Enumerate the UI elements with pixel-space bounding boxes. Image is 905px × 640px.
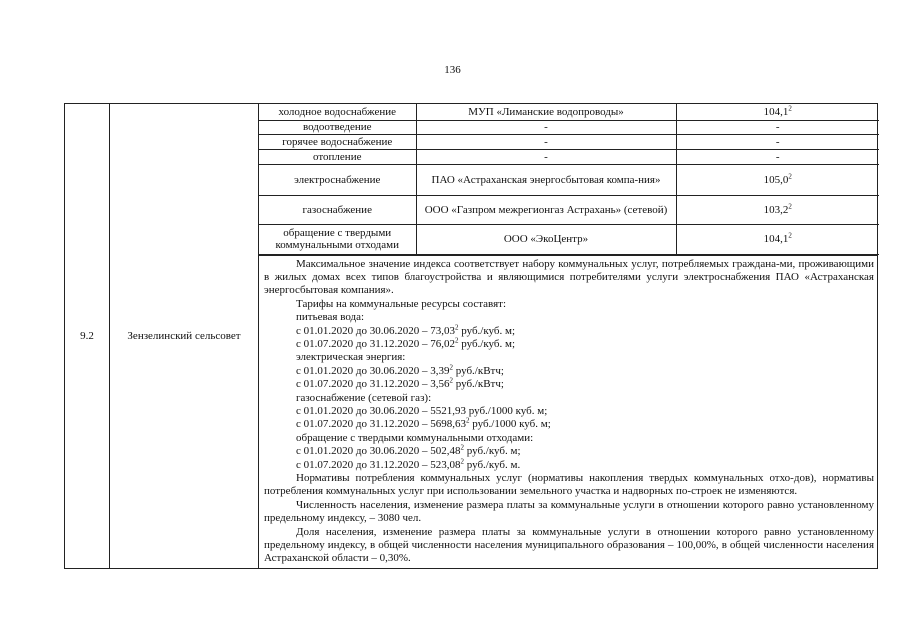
water-tariff-2: с 01.07.2020 до 31.12.2020 – 76,02$^2$ руб./куб. м; — [296, 336, 516, 350]
service-name: электроснабжение — [259, 164, 416, 195]
paragraph-max-index: Максимальное значение индекса соответствует набору коммунальных услуг, потребляемых граждана-ми, проживающими в жилых домах всех типов благоустройства и являющимися потребителями услуги электроснабжения ПАО «Астраханская энергосбытовая компания». — [264, 257, 874, 297]
gas-tariff-1: с 01.01.2020 до 30.06.2020 – 5521,93 руб./1000 куб. м; — [296, 404, 548, 417]
service-provider: - — [416, 149, 676, 164]
paragraph-tariffs: Тарифы на коммунальные ресурсы составят: — [296, 297, 507, 310]
service-row — [259, 224, 879, 254]
gas-tariff-2: с 01.07.2020 до 31.12.2020 – 5698,63$^2$ руб./1000 куб. м; — [296, 416, 551, 431]
service-row — [259, 104, 879, 120]
service-index: - — [676, 149, 879, 164]
service-name: газоснабжение — [259, 195, 416, 224]
service-provider: - — [416, 120, 676, 134]
services-cell — [259, 104, 878, 256]
service-name: обращение с твердыми коммунальными отходами — [259, 224, 416, 254]
gas-label: газоснабжение (сетевой газ): — [296, 391, 432, 404]
electricity-tariff-1: с 01.01.2020 до 30.06.2020 – 3,39$^2$ руб./кВтч; — [296, 363, 504, 377]
settlement-name: Зензелинский сельсовет — [110, 104, 259, 569]
service-index: 104,1$^2$ — [676, 224, 879, 254]
service-provider: МУП «Лиманские водопроводы» — [416, 104, 676, 120]
service-provider: ООО «ЭкоЦентр» — [416, 224, 676, 254]
water-tariff-1: с 01.01.2020 до 30.06.2020 – 73,03$^2$ руб./куб. м; — [296, 322, 516, 337]
electricity-label: электрическая энергия: — [296, 351, 406, 364]
water-label: питьевая вода: — [296, 311, 365, 324]
service-index: 103,2$^2$ — [676, 195, 879, 224]
service-provider: ООО «Газпром межрегионгаз Астрахань» (сетевой) — [416, 195, 676, 224]
description-cell — [259, 255, 878, 568]
service-provider: - — [416, 134, 676, 149]
service-provider: ПАО «Астраханская энергосбытовая компа-ния» — [416, 164, 676, 195]
service-row — [259, 134, 879, 149]
row-number: 9.2 — [65, 104, 110, 569]
service-name: отопление — [259, 149, 416, 164]
paragraph-population: Численность населения, изменение размера платы за коммунальные услуги в отношении которого равно установленному предельному индексу, – 3080 чел. — [264, 498, 874, 525]
service-index: 105,0$^2$ — [676, 164, 879, 195]
paragraph-population-share: Доля населения, изменение размера платы за коммунальные услуги в отношении которого равно установленному предельному индексу, в общей численности населения муниципального образования – 100,00%, в общей численности населения Астраханской области – 0,30%. — [264, 525, 874, 565]
service-index: - — [676, 120, 879, 134]
waste-tariff-2: с 01.07.2020 до 31.12.2020 – 523,08$^2$ руб./куб. м. — [296, 456, 521, 471]
service-row — [259, 149, 879, 164]
tariff-table — [64, 103, 878, 569]
service-index: 104,1$^2$ — [676, 104, 879, 120]
service-index: - — [676, 134, 879, 149]
services-table — [259, 104, 879, 255]
paragraph-norms: Нормативы потребления коммунальных услуг (нормативы накопления твердых коммунальных отхо-дов), нормативы потребления коммунальных услуг при использовании земельного участка и надворных по-строек не изменяются. — [264, 472, 874, 498]
service-row — [259, 195, 879, 224]
service-name: водоотведение — [259, 120, 416, 134]
service-name: холодное водоснабжение — [259, 104, 416, 120]
service-name: горячее водоснабжение — [259, 134, 416, 149]
waste-label: обращение с твердыми коммунальными отходами: — [296, 431, 534, 444]
service-row — [259, 120, 879, 134]
waste-tariff-1: с 01.01.2020 до 30.06.2020 – 502,48$^2$ руб./куб. м; — [296, 443, 521, 458]
page-number: 136 — [444, 64, 461, 76]
table-row — [65, 104, 878, 256]
service-row — [259, 164, 879, 195]
electricity-tariff-2: с 01.07.2020 до 31.12.2020 – 3,56$^2$ руб./кВтч; — [296, 376, 504, 391]
